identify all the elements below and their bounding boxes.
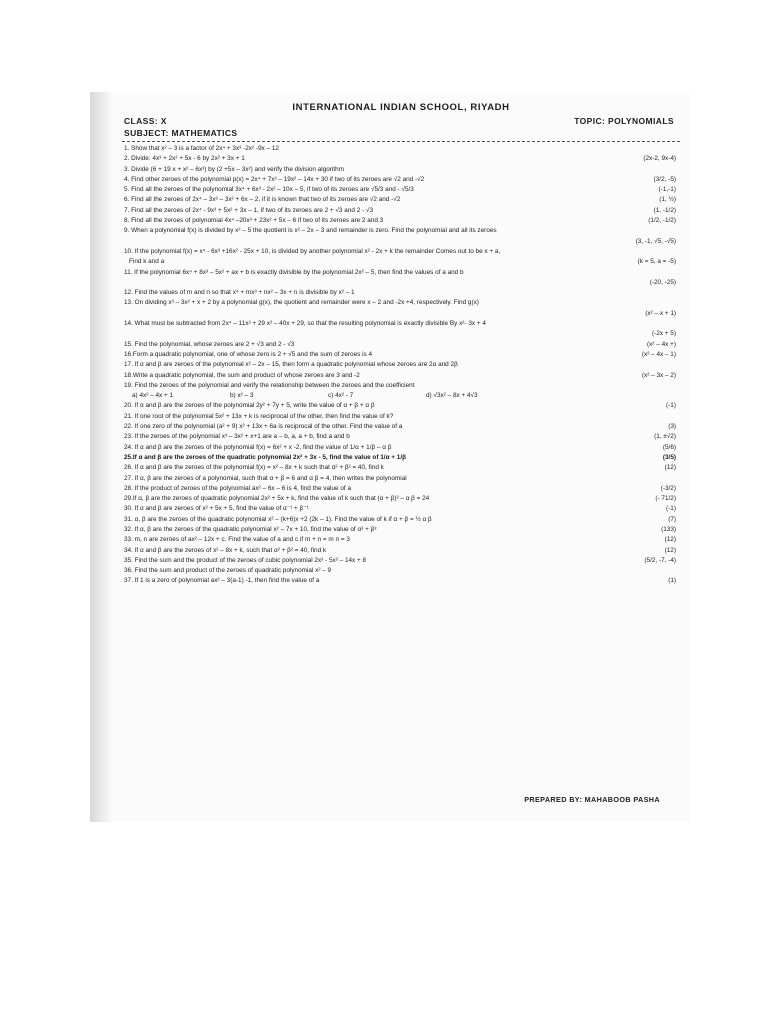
question-item xyxy=(124,443,676,453)
question-text: 35. Find the sum and the product of the zeroes of cubic polynomial 2x³ - 5x² – 14x + 8 xyxy=(124,556,367,564)
question-text: 10. If the polynomial f(x) = x⁴ - 6x³ +16x² - 25x + 10, is divided by another polynomial x² - 2x + k the remainder Comes out to be x + a, xyxy=(124,247,501,255)
question-item xyxy=(124,422,676,432)
question-text: 6. Find all the zeroes of 2x⁴ – 3x³ – 3x² + 6x – 2, if it is known that two of its zeroes are √2 and -√2 xyxy=(124,196,401,204)
question-item xyxy=(124,412,676,422)
question-text: 28. If the product of zeroes of the polynomial ax² – 6x – 6 is 4, find the value of a xyxy=(124,484,352,492)
subject-label: SUBJECT: MATHEMATICS xyxy=(124,128,238,138)
question-item xyxy=(124,381,676,391)
topic-label: TOPIC: POLYNOMIALS xyxy=(574,116,674,126)
option-item: c) 4x² - 7 xyxy=(328,392,354,400)
question-text: 2. Divide: 4x³ + 2x² + 5x - 6 by 2x² + 3x + 1 xyxy=(124,155,245,163)
answer-key: (-3/2) xyxy=(660,484,676,492)
question-continuation xyxy=(124,278,614,288)
answer-key: (7) xyxy=(668,515,676,523)
worksheet-page xyxy=(112,92,690,822)
prepared-by: PREPARED BY: MAHABOOB PASHA xyxy=(524,795,660,804)
question-text: 15. Find the polynomial, whose zeroes are 2 + √3 and 2 - √3 xyxy=(124,340,295,348)
answer-key: (- 71/2) xyxy=(655,495,676,503)
question-text: 25.If α and β are the zeroes of the quadratic polynomial 2x² + 3x - 5, find the value of 1/α + 1/β xyxy=(124,453,407,461)
question-text: 23. If the zeroes of the polynomial x³ – 3x² + x+1 are a – b, a, a + b, find a and b xyxy=(124,433,350,441)
answer-key: (12) xyxy=(664,546,676,554)
question-text: 24. If α and β are the zeroes of the polynomial f(x) = 6x² + x -2, find the value of 1/α + 1/β – α β xyxy=(124,443,392,451)
question-item xyxy=(124,494,676,504)
question-text: 21. If one root of the polynomial 5x² + 13x + k is reciprocal of the other, then find the value of k? xyxy=(124,412,394,420)
question-text: 17. If α and β are zeroes of the polynomial x² – 2x – 15, then form a quadratic polynomial whose zeroes are 2α and 2β xyxy=(124,361,458,369)
question-item xyxy=(124,144,676,154)
question-item xyxy=(124,576,676,586)
question-text: 32. If α, β are the zeroes of the quadratic polynomial x² – 7x + 10, find the value of α³ + β³ xyxy=(124,525,377,533)
question-item xyxy=(124,371,676,381)
class-label: CLASS: X xyxy=(124,116,167,126)
question-item xyxy=(124,535,676,545)
question-item xyxy=(124,154,676,164)
question-text: 7. Find all the zeroes of 2x⁴ - 9x³ + 5x² + 3x – 1, if two of its zeroes are 2 + √3 and 2 - √3 xyxy=(124,206,373,214)
answer-key: (1, -1/2) xyxy=(653,206,676,214)
question-text: 4. Find other zeroes of the polynomial p(x) = 2x⁴ + 7x³ – 19x² – 14x + 30 if two of its zeroes are √2 and -√2 xyxy=(124,175,425,183)
answer-key: (x² – 4x +) xyxy=(647,340,676,348)
question-item xyxy=(124,566,676,576)
question-item xyxy=(124,340,676,350)
question-text: 34. If α and β are the zeroes of x² – 8x + k, such that α² + β² = 40, find k xyxy=(124,546,327,554)
question-text: 36. Find the sum and product of the zeroes of quadratic polynomial x² – 9 xyxy=(124,567,332,575)
question-text: 20. If α and β are the zeroes of the polynomial 2y² + 7y + 5, write the value of α + β + α β xyxy=(124,402,375,410)
question-continuation xyxy=(124,309,614,319)
question-item xyxy=(124,525,676,535)
question-item xyxy=(124,185,676,195)
question-item xyxy=(124,247,676,268)
question-text: 16.Form a quadratic polynomial, one of whose zero is 2 + √5 and the sum of zeroes is 4 xyxy=(124,350,373,358)
answer-key: (1/2, -1/2) xyxy=(648,217,676,225)
question-item xyxy=(124,206,676,216)
question-item xyxy=(124,546,676,556)
question-continuation: Find k and a xyxy=(129,258,165,266)
question-text: 3. Divide (6 + 19 x + x² – 6x³) by (2 +5x – 3x²) and verify the division algorithm xyxy=(124,165,345,173)
question-text: 14. What must be subtracted from 2x⁴ – 11x³ + 29 x² – 40x + 29, so that the resulting polynomial is exactly divisible By x²- 3x + 4 xyxy=(124,320,486,328)
question-text: 22. If one zero of the polynomial (a² + 9) x² + 13x + 6a is reciprocal of the other. Find the value of a xyxy=(124,423,403,431)
question-item xyxy=(124,484,676,494)
answer-key: (3/2, -5) xyxy=(653,175,676,183)
question-list xyxy=(124,144,676,587)
question-text: 11. If the polynomial 6x⁴ + 8x³ – 5x² + ax + b is exactly divisible by the polynomial 2x² – 5, then find the values of a and b xyxy=(124,268,464,276)
answer-key: (-2x + 5) xyxy=(652,330,676,338)
answer-key: (-1) xyxy=(666,402,676,410)
question-item xyxy=(124,165,676,175)
question-text: 19. Find the zeroes of the polynomial and verify the relationship between the zeroes and the coefficient xyxy=(124,381,415,389)
answer-key: (x² – 4x – 1) xyxy=(641,350,676,358)
answer-key: (-1,-1) xyxy=(658,186,676,194)
question-text: 31. α, β are the zeroes of the quadratic polynomial x² – (k+6)x +2 (2k – 1). Find the value of k if α + β = ½ α β xyxy=(124,515,432,523)
question-continuation xyxy=(124,329,614,339)
question-item xyxy=(124,515,676,525)
answer-key: (5/6) xyxy=(662,443,676,451)
question-item xyxy=(124,216,676,226)
question-item xyxy=(124,268,676,289)
question-item xyxy=(124,350,676,360)
scan-edge xyxy=(90,92,112,822)
answer-key: (x² – x + 1) xyxy=(645,309,676,317)
question-text: 37. If 1 is a zero of polynomial ax² – 3(a-1) -1, then find the value of a xyxy=(124,577,320,585)
q19-options xyxy=(124,391,676,401)
option-item: b) x² – 3 xyxy=(230,392,254,400)
question-item xyxy=(124,288,676,298)
question-item xyxy=(124,432,676,442)
question-item xyxy=(124,175,676,185)
answer-key: (2x-2, 9x-4) xyxy=(643,155,676,163)
answer-key: (3, -1, √5, -√5) xyxy=(635,237,676,245)
option-item: d) √3x² – 8x + 4√3 xyxy=(426,392,478,400)
question-item xyxy=(124,504,676,514)
question-text: 33. m, n are zeroes of ax² – 12x + c. Find the value of a and c if m + n = m n = 3 xyxy=(124,536,350,544)
answer-key: (1, ½) xyxy=(659,196,676,204)
question-item xyxy=(124,298,676,319)
answer-key: (5/2, -7, -4) xyxy=(644,556,676,564)
question-item xyxy=(124,453,676,463)
option-item: a) 4x² – 4x + 1 xyxy=(132,392,174,400)
answer-key: (3) xyxy=(668,423,676,431)
question-text: 30. If α and β are zeroes of x² + 5x + 5, find the value of α⁻¹ + β⁻¹ xyxy=(124,505,309,513)
question-text: 18.Write a quadratic polynomial, the sum and product of whose zeroes are 3 and -2 xyxy=(124,371,360,379)
question-item xyxy=(124,401,676,411)
school-name: INTERNATIONAL INDIAN SCHOOL, RIYADH xyxy=(292,102,510,113)
question-text: 29.If α, β are the zeroes of quadratic polynomial 2x² + 5x + k, find the value of k such that (α + β)² – α β = 24 xyxy=(124,495,430,503)
question-item xyxy=(124,319,676,340)
question-text: 27. If α, β are the zeroes of a polynomial, such that α + β = 6 and α β = 4, then writes the polynomial xyxy=(124,474,407,482)
header-divider xyxy=(122,141,680,142)
answer-key: (x² – 3x – 2) xyxy=(641,371,676,379)
question-text: 9. When a polynomial f(x) is divided by x² – 5 the quotient is x² – 2x – 3 and remainder is zero. Find the polynomial and all its zeroes xyxy=(124,227,497,235)
question-item xyxy=(124,195,676,205)
answer-key: (3/5) xyxy=(662,453,676,461)
question-item xyxy=(124,474,676,484)
answer-key: (-20, -25) xyxy=(649,278,676,286)
answer-key: (k = 5, a = -5) xyxy=(637,258,676,266)
answer-key: (1, ±√2) xyxy=(654,433,676,441)
question-text: 5. Find all the zeroes of the polynomial 3x⁴ + 6x³ - 2x² – 10x – 5, if two of its zeroes are √5/3 and - √5/3 xyxy=(124,186,414,194)
question-item xyxy=(124,463,676,473)
question-item xyxy=(124,226,676,247)
answer-key: (12) xyxy=(664,536,676,544)
answer-key: (12) xyxy=(664,464,676,472)
question-item xyxy=(124,360,676,370)
answer-key: (1) xyxy=(668,577,676,585)
answer-key: (133) xyxy=(661,525,676,533)
answer-key: (-1) xyxy=(666,505,676,513)
question-text: 8. Find all the zeroes of polynomial 4x⁴ –20x³ + 23x² + 5x – 6 if two of its zeroes are 2 and 3 xyxy=(124,217,384,225)
question-text: 1. Show that x² – 3 is a factor of 2x⁴ + 3x³ -2x² -9x – 12 xyxy=(124,145,279,152)
question-text: 12. Find the values of m and n so that x⁴ + mx³ + nx² – 3x + n is divisible by x² – 1 xyxy=(124,289,355,297)
question-item xyxy=(124,556,676,566)
question-text: 26. If α and β are the zeroes of the polynomial f(x) = x² – 8x + k such that α² + β² = 40, find k xyxy=(124,464,384,472)
question-continuation xyxy=(124,237,614,247)
question-text: 13. On dividing x³ – 3x² + x + 2 by a polynomial g(x), the quotient and remainder were x – 2 and -2x +4, respectively. Find g(x) xyxy=(124,299,479,307)
